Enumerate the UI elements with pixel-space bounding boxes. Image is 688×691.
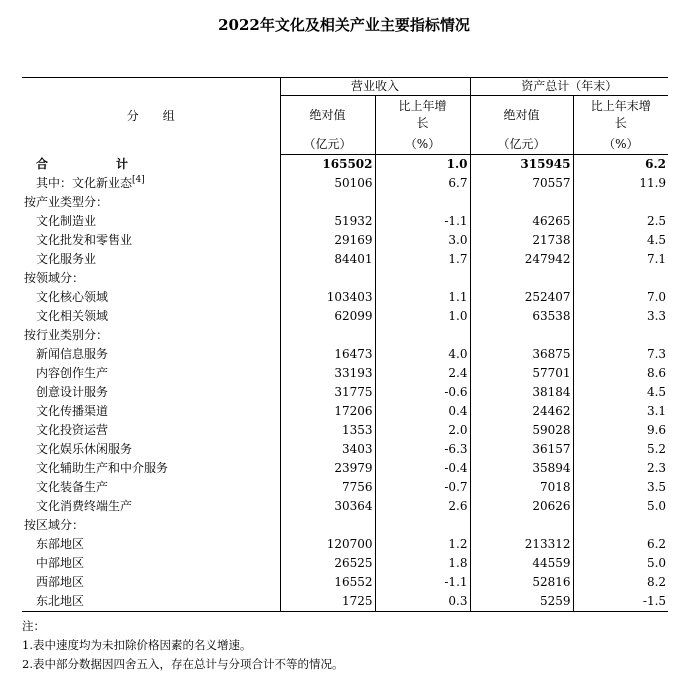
assets-growth (573, 326, 668, 345)
row-label (22, 326, 280, 345)
assets-value: 21738 (470, 231, 573, 250)
row-label (22, 459, 280, 478)
assets-value: 5259 (470, 592, 573, 612)
revenue-value (280, 193, 375, 212)
revenue-growth: 2.4 (375, 364, 470, 383)
assets-growth-unit: （%） (573, 134, 668, 155)
revenue-value: 31775 (280, 383, 375, 402)
assets-value (470, 516, 573, 535)
revenue-unit: （亿元） (280, 134, 375, 155)
table-row (22, 554, 668, 573)
indicator-table (22, 77, 668, 612)
assets-value: 24462 (470, 402, 573, 421)
revenue-header: 营业收入 (280, 78, 470, 96)
assets-value: 36157 (470, 440, 573, 459)
assets-header: 资产总计（年末） (470, 78, 668, 96)
total-row (22, 155, 668, 175)
assets-growth-label: 比上年末增长 (590, 99, 651, 130)
assets-value: 44559 (470, 554, 573, 573)
row-label (22, 497, 280, 516)
row-label-text: 文化批发和零售业 (36, 233, 133, 247)
revenue-growth: 1.2 (375, 535, 470, 554)
group-header: 分 组 (22, 78, 280, 155)
category-heading-row (22, 193, 668, 212)
assets-growth: 3.3 (573, 307, 668, 326)
revenue-value: 33193 (280, 364, 375, 383)
table-row (22, 212, 668, 231)
row-label-text: 按产业类型分： (24, 195, 109, 209)
revenue-growth: 2.6 (375, 497, 470, 516)
assets-value: 63538 (470, 307, 573, 326)
category-heading-row (22, 516, 668, 535)
assets-growth: 11.9 (573, 174, 668, 193)
category-heading-row (22, 269, 668, 288)
table-row (22, 421, 668, 440)
table-row (22, 459, 668, 478)
assets-value: 57701 (470, 364, 573, 383)
row-label-text: 文化传播渠道 (36, 404, 109, 418)
row-label (22, 155, 280, 175)
row-label (22, 554, 280, 573)
revenue-growth: -0.4 (375, 459, 470, 478)
revenue-value: 103403 (280, 288, 375, 307)
row-label (22, 212, 280, 231)
revenue-growth: -1.1 (375, 212, 470, 231)
assets-growth: 7.3 (573, 345, 668, 364)
revenue-value (280, 269, 375, 288)
row-label-text: 文化服务业 (36, 252, 97, 266)
footnotes (22, 617, 343, 674)
assets-value: 46265 (470, 212, 573, 231)
row-label (22, 516, 280, 535)
revenue-growth: 1.1 (375, 288, 470, 307)
table-row (22, 345, 668, 364)
revenue-value: 29169 (280, 231, 375, 250)
row-label-text: 西部地区 (36, 575, 85, 589)
assets-growth: 5.0 (573, 497, 668, 516)
revenue-growth-label: 比上年增长 (398, 99, 447, 130)
assets-value: 213312 (470, 535, 573, 554)
assets-growth: 8.2 (573, 573, 668, 592)
assets-growth: 5.2 (573, 440, 668, 459)
row-label-text: 中部地区 (36, 556, 85, 570)
assets-value: 70557 (470, 174, 573, 193)
revenue-value: 62099 (280, 307, 375, 326)
row-label (22, 193, 280, 212)
row-label-text: 文化消费终端生产 (36, 499, 133, 513)
revenue-growth: 1.7 (375, 250, 470, 269)
row-label (22, 174, 280, 193)
row-label (22, 288, 280, 307)
table-row (22, 288, 668, 307)
row-label-text: 文化装备生产 (36, 480, 109, 494)
category-heading-row (22, 326, 668, 345)
row-label-text: 文化娱乐休闲服务 (36, 442, 133, 456)
assets-growth: 9.6 (573, 421, 668, 440)
revenue-growth-header (375, 96, 470, 135)
revenue-growth: -1.1 (375, 573, 470, 592)
table-body (22, 155, 668, 612)
assets-growth-header (573, 96, 668, 135)
revenue-growth: 0.4 (375, 402, 470, 421)
footnote-ref: [4] (132, 175, 145, 185)
revenue-growth: 3.0 (375, 231, 470, 250)
row-label (22, 364, 280, 383)
assets-value: 252407 (470, 288, 573, 307)
row-label-text: 其中：文化新业态 (36, 176, 133, 190)
row-label (22, 535, 280, 554)
revenue-value: 16473 (280, 345, 375, 364)
assets-unit: （亿元） (470, 134, 573, 155)
row-label-text: 文化制造业 (36, 214, 97, 228)
table-row (22, 174, 668, 193)
assets-abs-header: 绝对值 (470, 96, 573, 135)
table-row (22, 440, 668, 459)
row-label (22, 250, 280, 269)
table-row (22, 402, 668, 421)
assets-value (470, 326, 573, 345)
assets-value: 7018 (470, 478, 573, 497)
notes-heading: 注： (22, 619, 45, 633)
row-label-text: 文化投资运营 (36, 423, 109, 437)
row-label-text: 文化核心领域 (36, 290, 109, 304)
revenue-value (280, 326, 375, 345)
assets-growth: 3.5 (573, 478, 668, 497)
note-item: 2.表中部分数据因四舍五入，存在总计与分项合计不等的情况。 (22, 657, 344, 671)
row-label-text: 创意设计服务 (36, 385, 109, 399)
assets-growth: 7.0 (573, 288, 668, 307)
table-row (22, 231, 668, 250)
revenue-growth: -6.3 (375, 440, 470, 459)
assets-growth: 2.5 (573, 212, 668, 231)
assets-growth (573, 193, 668, 212)
assets-growth: 3.1 (573, 402, 668, 421)
row-label (22, 345, 280, 364)
row-label-text: 合 计 (36, 156, 157, 171)
table-row (22, 592, 668, 612)
revenue-value: 165502 (280, 155, 375, 175)
row-label-text: 新闻信息服务 (36, 347, 109, 361)
row-label-text: 按领域分： (24, 271, 85, 285)
row-label-text: 文化相关领域 (36, 309, 109, 323)
table-title: 2022年文化及相关产业主要指标情况 (218, 16, 470, 34)
row-label (22, 592, 280, 612)
row-label (22, 231, 280, 250)
assets-growth (573, 269, 668, 288)
revenue-growth (375, 516, 470, 535)
table-row (22, 478, 668, 497)
assets-value: 35894 (470, 459, 573, 478)
row-label (22, 307, 280, 326)
assets-growth: 8.6 (573, 364, 668, 383)
assets-value (470, 193, 573, 212)
table-row (22, 364, 668, 383)
row-label (22, 478, 280, 497)
revenue-value (280, 516, 375, 535)
revenue-value: 1353 (280, 421, 375, 440)
row-label (22, 440, 280, 459)
revenue-value: 7756 (280, 478, 375, 497)
row-label-text: 按行业类别分： (24, 328, 109, 342)
revenue-value: 51932 (280, 212, 375, 231)
revenue-growth: -0.7 (375, 478, 470, 497)
revenue-value: 17206 (280, 402, 375, 421)
note-item: 1.表中速度均为未扣除价格因素的名义增速。 (22, 638, 252, 652)
table-row (22, 383, 668, 402)
revenue-abs-header: 绝对值 (280, 96, 375, 135)
row-label (22, 402, 280, 421)
row-label (22, 421, 280, 440)
revenue-value: 3403 (280, 440, 375, 459)
row-label-text: 按区域分： (24, 518, 85, 532)
revenue-growth: 6.7 (375, 174, 470, 193)
assets-growth: 4.5 (573, 231, 668, 250)
revenue-growth: 2.0 (375, 421, 470, 440)
assets-growth: 2.3 (573, 459, 668, 478)
assets-value: 38184 (470, 383, 573, 402)
revenue-growth: 4.0 (375, 345, 470, 364)
assets-growth: 5.0 (573, 554, 668, 573)
row-label-text: 东部地区 (36, 537, 85, 551)
revenue-value: 26525 (280, 554, 375, 573)
row-label-text: 内容创作生产 (36, 366, 109, 380)
table-row (22, 250, 668, 269)
revenue-growth: 1.8 (375, 554, 470, 573)
row-label (22, 269, 280, 288)
assets-growth: -1.5 (573, 592, 668, 612)
assets-value: 20626 (470, 497, 573, 516)
revenue-growth (375, 193, 470, 212)
revenue-growth: 1.0 (375, 155, 470, 175)
table-row (22, 573, 668, 592)
revenue-growth (375, 269, 470, 288)
revenue-growth: 1.0 (375, 307, 470, 326)
assets-value: 315945 (470, 155, 573, 175)
revenue-value: 84401 (280, 250, 375, 269)
revenue-growth-unit: （%） (375, 134, 470, 155)
table-row (22, 497, 668, 516)
assets-value: 36875 (470, 345, 573, 364)
assets-growth: 6.2 (573, 155, 668, 175)
revenue-growth: 0.3 (375, 592, 470, 612)
table-row (22, 307, 668, 326)
revenue-value: 120700 (280, 535, 375, 554)
assets-value (470, 269, 573, 288)
revenue-value: 23979 (280, 459, 375, 478)
assets-growth (573, 516, 668, 535)
row-label-text: 东北地区 (36, 594, 85, 608)
assets-growth: 6.2 (573, 535, 668, 554)
revenue-value: 30364 (280, 497, 375, 516)
table-row (22, 535, 668, 554)
assets-value: 59028 (470, 421, 573, 440)
revenue-value: 1725 (280, 592, 375, 612)
row-label-text: 文化辅助生产和中介服务 (36, 461, 169, 475)
revenue-growth (375, 326, 470, 345)
assets-value: 52816 (470, 573, 573, 592)
assets-value: 247942 (470, 250, 573, 269)
revenue-growth: -0.6 (375, 383, 470, 402)
row-label (22, 383, 280, 402)
revenue-value: 16552 (280, 573, 375, 592)
row-label (22, 573, 280, 592)
revenue-value: 50106 (280, 174, 375, 193)
assets-growth: 4.5 (573, 383, 668, 402)
assets-growth: 7.1 (573, 250, 668, 269)
